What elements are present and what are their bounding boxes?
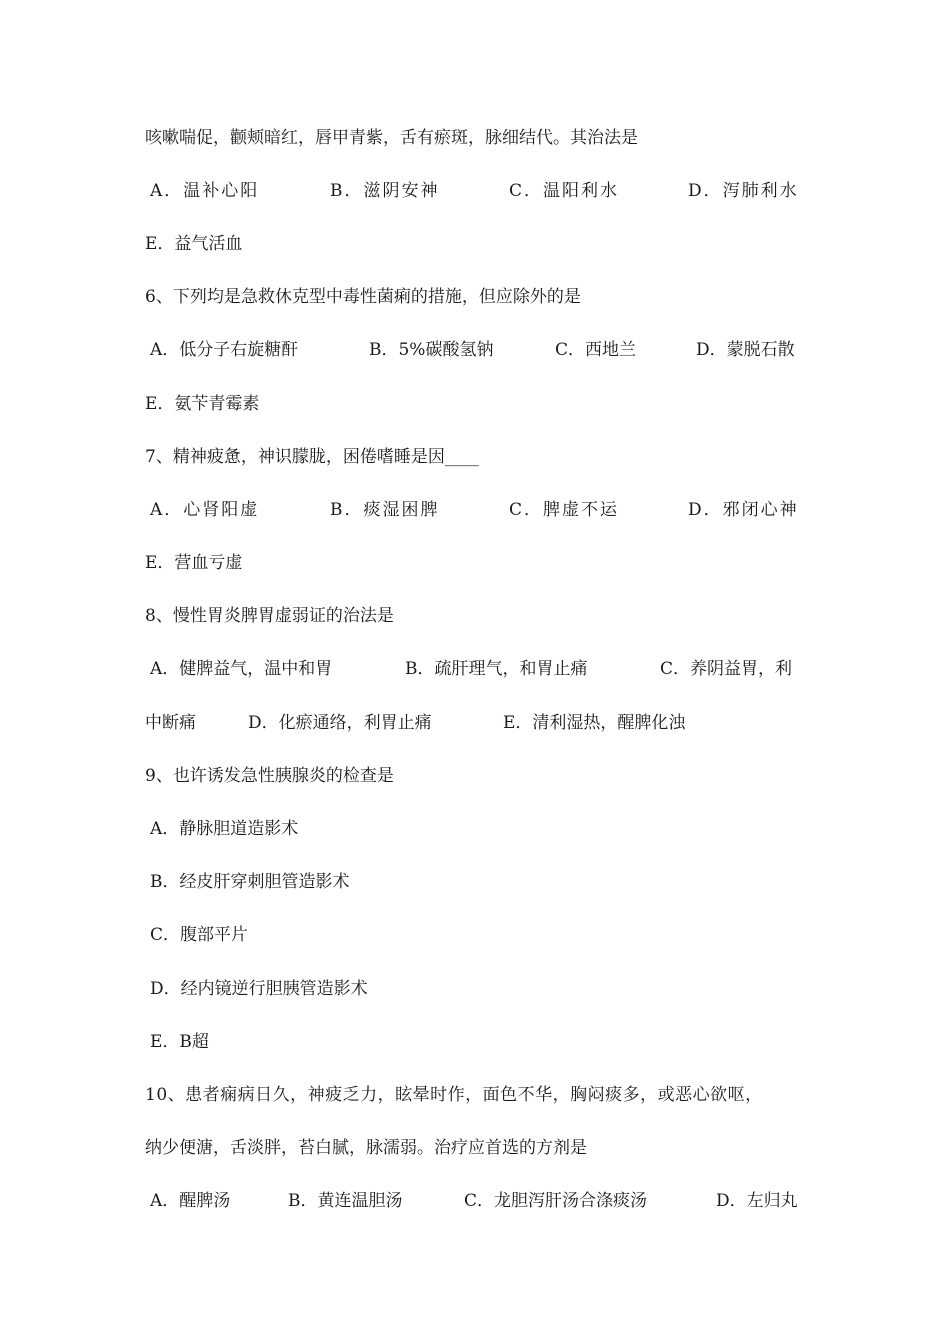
q9-option-c: C．腹部平片 [150,925,249,945]
q10-option-c: C．龙胆泻肝汤合涤痰汤 [464,1191,648,1211]
q5-option-a: A．温补心阳 [150,181,260,201]
question-10-title-continued: 纳少便溏，舌淡胖，苔白腻，脉濡弱。治疗应首选的方剂是 [145,1138,587,1158]
q10-option-b: B．黄连温胆汤 [288,1191,403,1211]
q10-option-a: A．醒脾汤 [150,1191,231,1211]
q9-option-a: A．静脉胆道造影术 [150,819,299,839]
q7-option-e: E．营血亏虚 [145,553,243,573]
q6-option-e: E．氨苄青霉素 [145,394,260,414]
question-5-stem: 咳嗽喘促，颧颊暗红，唇甲青紫，舌有瘀斑，脉细结代。其治法是 [145,128,638,148]
q8-option-d: D．化瘀通络，利胃止痛 [248,713,432,733]
q7-option-b: B．痰湿困脾 [330,500,440,520]
q8-option-c-continued: 中断痛 [145,713,196,733]
q6-option-c: C．西地兰 [555,340,637,360]
q7-option-d: D．邪闭心神 [688,500,799,520]
question-7-title: 7、精神疲惫，神识朦胧，困倦嗜睡是因____ [145,447,479,467]
q9-option-e: E．B超 [150,1032,209,1052]
q7-option-a: A．心肾阳虚 [150,500,260,520]
q6-option-a: A．低分子右旋糖酐 [150,340,299,360]
q8-option-c: C．养阴益胃，利 [660,659,793,679]
question-10-title: 10、患者痫病日久，神疲乏力，眩晕时作，面色不华，胸闷痰多，或恶心欲呕， [145,1085,763,1105]
q5-option-e: E．益气活血 [145,234,243,254]
q8-option-b: B．疏肝理气，和胃止痛 [405,659,588,679]
q6-option-b: B．5%碳酸氢钠 [369,340,494,360]
q9-option-b: B．经皮肝穿刺胆管造影术 [150,872,350,892]
q8-option-e: E．清利湿热，醒脾化浊 [503,713,686,733]
q5-option-b: B．滋阴安神 [330,181,440,201]
question-9-title: 9、也许诱发急性胰腺炎的检查是 [145,766,394,786]
q5-option-c: C．温阳利水 [509,181,620,201]
q8-option-a: A．健脾益气，温中和胃 [150,659,333,679]
q6-option-d: D．蒙脱石散 [696,340,795,360]
q9-option-d: D．经内镜逆行胆胰管造影术 [150,979,368,999]
q5-option-d: D．泻肺利水 [688,181,799,201]
question-6-title: 6、下列均是急救休克型中毒性菌痢的措施，但应除外的是 [145,287,581,307]
q7-option-c: C．脾虚不运 [509,500,620,520]
q10-option-d: D．左归丸 [716,1191,798,1211]
question-8-title: 8、慢性胃炎脾胃虚弱证的治法是 [145,606,394,626]
